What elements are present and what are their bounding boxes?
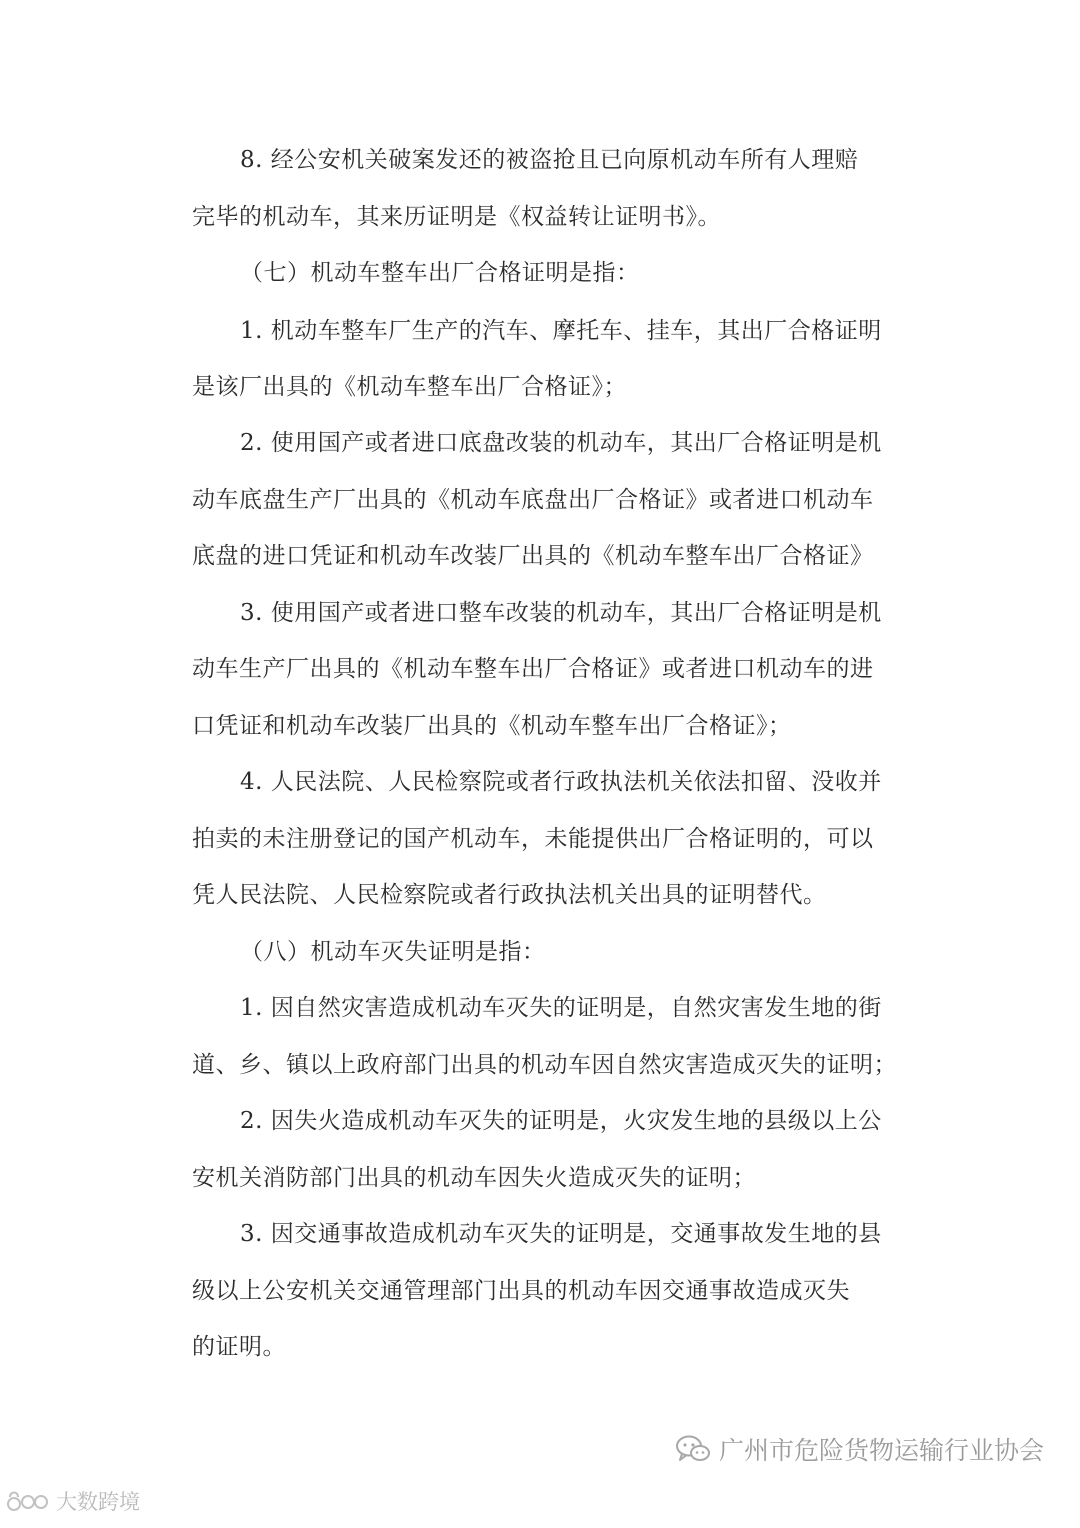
paragraph-line: 动车生产厂出具的《机动车整车出厂合格证》或者进口机动车的进 bbox=[192, 656, 874, 682]
paragraph-line: 3. 使用国产或者进口整车改装的机动车，其出厂合格证明是机 bbox=[240, 600, 882, 626]
paragraph-line: 动车底盘生产厂出具的《机动车底盘出厂合格证》或者进口机动车 bbox=[192, 487, 874, 513]
paragraph-line: 口凭证和机动车改装厂出具的《机动车整车出厂合格证》； bbox=[192, 713, 792, 739]
paragraph-line: 的证明。 bbox=[192, 1334, 286, 1360]
paragraph-line: 安机关消防部门出具的机动车因失火造成灭失的证明； bbox=[192, 1165, 756, 1191]
paragraph-line: 2. 使用国产或者进口底盘改装的机动车，其出厂合格证明是机 bbox=[240, 430, 882, 456]
paragraph-line: 8. 经公安机关破案发还的被盗抢且已向原机动车所有人理赔 bbox=[240, 147, 859, 173]
paragraph-line: 1. 因自然灾害造成机动车灭失的证明是，自然灾害发生地的街 bbox=[240, 995, 882, 1021]
paragraph-line: 1. 机动车整车厂生产的汽车、摩托车、挂车，其出厂合格证明 bbox=[240, 318, 882, 344]
paragraph-line: 凭人民法院、人民检察院或者行政执法机关出具的证明替代。 bbox=[192, 882, 827, 908]
paragraph-line: 2. 因失火造成机动车灭失的证明是，火灾发生地的县级以上公 bbox=[240, 1108, 882, 1134]
paragraph-line: 级以上公安机关交通管理部门出具的机动车因交通事故造成灭失 bbox=[192, 1278, 850, 1304]
paragraph-line: 4. 人民法院、人民检察院或者行政执法机关依法扣留、没收并 bbox=[240, 769, 882, 795]
paragraph-line: 3. 因交通事故造成机动车灭失的证明是，交通事故发生地的县 bbox=[240, 1221, 882, 1247]
paragraph-line: 底盘的进口凭证和机动车改装厂出具的《机动车整车出厂合格证》 bbox=[192, 543, 874, 569]
section-heading: （七）机动车整车出厂合格证明是指： bbox=[240, 260, 640, 286]
dashuju-logo-icon bbox=[6, 1487, 50, 1515]
section-heading: （八）机动车灭失证明是指： bbox=[240, 939, 546, 965]
wechat-account-name: 广州市危险货物运输行业协会 bbox=[718, 1436, 1044, 1465]
logo-watermark-text: 大数跨境 bbox=[56, 1490, 140, 1514]
paragraph-line: 完毕的机动车，其来历证明是《权益转让证明书》。 bbox=[192, 204, 721, 230]
paragraph-line: 道、乡、镇以上政府部门出具的机动车因自然灾害造成灭失的证明； bbox=[192, 1052, 897, 1078]
logo-watermark bbox=[6, 1486, 140, 1516]
paragraph-line: 拍卖的未注册登记的国产机动车，未能提供出厂合格证明的，可以 bbox=[192, 826, 874, 852]
paragraph-line: 是该厂出具的《机动车整车出厂合格证》； bbox=[192, 374, 627, 400]
wechat-icon bbox=[675, 1434, 711, 1464]
wechat-watermark bbox=[675, 1431, 1044, 1467]
